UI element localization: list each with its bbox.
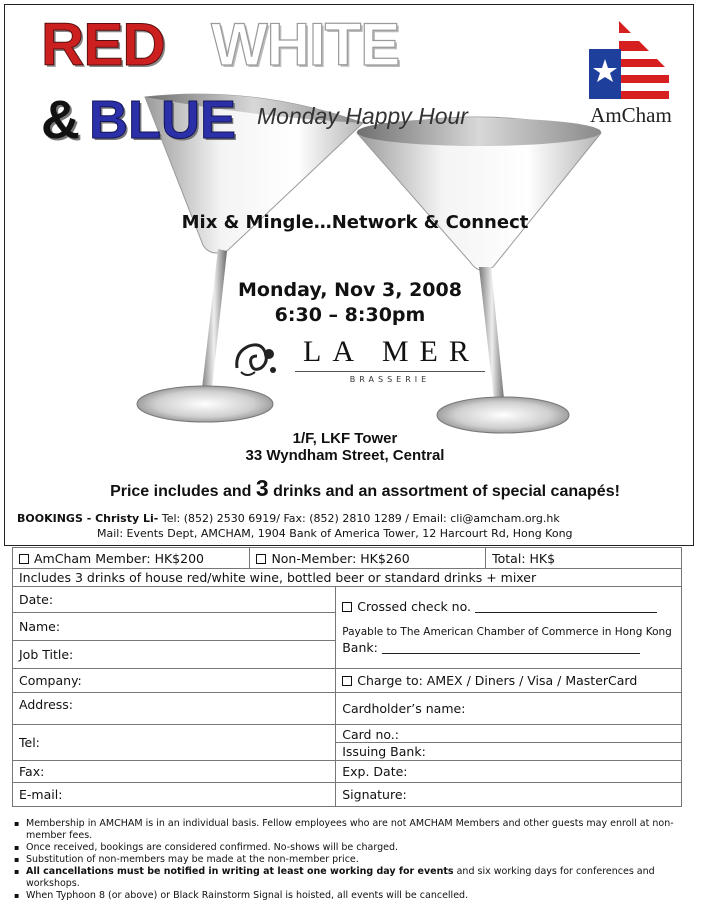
event-flyer [4,4,694,546]
fax-field[interactable] [13,761,336,783]
venue-subtitle: BRASSERIE [349,375,431,384]
venue-address-line1: 1/F, LKF Tower [292,430,398,447]
bookings-line [17,512,560,525]
exp-date-field[interactable] [336,761,682,783]
price-statement [5,475,725,502]
title-word-white: WHITE [211,11,400,78]
note-item: ▪ Substitution of non-members may be made at the non-member price. [12,854,692,866]
name-field[interactable] [13,613,336,641]
includes-note: Includes 3 drinks of house red/white wine, bottled beer or standard drinks + mixer [13,569,682,587]
event-subtitle: Monday Happy Hour [257,103,468,129]
price-text-pre: Price includes and [110,483,256,500]
cardholder-field[interactable] [336,693,682,725]
title-word-red: RED [41,11,165,78]
cardholder-label: Cardholder’s name: [342,701,466,716]
note-item: ▪ Once received, bookings are considered confirmed. No-shows will be charged. [12,842,692,854]
member-option[interactable] [13,548,250,569]
charge-label: Charge to: AMEX / Diners / Visa / MasterCard [357,673,638,688]
la-mer-mermaid-icon [231,338,279,382]
payable-note: Payable to The American Chamber of Commerce in Hong Kong [342,626,672,638]
cancellation-note-rest: and six working days for conferences and workshops. [26,866,655,889]
total-field[interactable] [486,548,682,569]
date-field[interactable] [13,587,336,613]
issuing-bank-label: Issuing Bank: [342,743,426,759]
company-field[interactable] [13,669,336,693]
venue-divider [295,371,485,372]
non-member-option-label: Non-Member: HK$260 [271,550,410,566]
card-number-label: Card no.: [342,726,399,742]
member-option-label: AmCham Member: HK$200 [34,550,204,566]
registration-form [12,547,682,807]
card-details [336,725,682,761]
bank-label: Bank: [342,640,378,655]
charge-option[interactable] [336,669,682,693]
job-title-field[interactable] [13,641,336,669]
exp-date-label: Exp. Date: [342,764,408,779]
bookings-label: BOOKINGS - Christy Li- [17,512,159,525]
note-item: ▪ Membership in AMCHAM is in an individual basis. Fellow employees who are not AMCHAM Members and other guests may enroll at non-member fees. [12,818,692,842]
event-time: 6:30 – 8:30pm [274,304,426,326]
bookings-contact: Tel: (852) 2530 6919/ Fax: (852) 2810 1289 / Email: cli@amcham.org.hk [158,512,560,525]
cheque-number-input[interactable] [475,601,657,613]
charge-checkbox[interactable] [342,676,352,686]
email-field[interactable] [13,783,336,807]
total-label: Total: HK$ [492,550,556,566]
note-item [12,866,692,890]
title-word-blue: BLUE [89,90,236,150]
amcham-logo-text: AmCham [590,103,672,127]
fax-label: Fax: [19,764,45,779]
address-field[interactable] [13,693,336,725]
terms-notes [12,818,692,902]
company-label: Company: [19,673,82,688]
non-member-option[interactable] [250,548,486,569]
cheque-label: Crossed check no. [357,599,471,614]
note-item: ▪ When Typhoon 8 (or above) or Black Rainstorm Signal is hoisted, all events will be cancelled. [12,890,692,902]
bank-input[interactable] [382,642,640,654]
job-title-label: Job Title: [19,647,74,662]
bookings-mail: Mail: Events Dept, AMCHAM, 1904 Bank of America Tower, 12 Harcourt Rd, Hong Kong [97,527,573,540]
issuing-bank-field[interactable] [336,743,681,760]
price-drink-count: 3 [255,475,269,501]
event-tagline: Mix & Mingle…Network & Connect [181,212,529,233]
cancellation-note-bold: All cancellations must be notified in writing at least one working day for events [26,866,454,877]
signature-field[interactable] [336,783,682,807]
venue-address-line2: 33 Wyndham Street, Central [245,447,445,464]
cheque-checkbox[interactable] [342,602,352,612]
email-label: E-mail: [19,787,63,802]
card-number-field[interactable] [336,726,681,743]
venue-name: LA MER [303,335,480,368]
tel-label: Tel: [19,735,40,750]
tel-field[interactable] [13,725,336,761]
cheque-payment-section [336,587,682,669]
name-label: Name: [19,619,61,634]
event-date: Monday, Nov 3, 2008 [238,279,462,301]
member-checkbox[interactable] [19,554,29,564]
signature-label: Signature: [342,787,407,802]
address-label: Address: [19,697,73,712]
title-ampersand: & [41,90,80,150]
non-member-checkbox[interactable] [256,554,266,564]
price-text-post: drinks and an assortment of special canapés! [268,483,620,500]
date-label: Date: [19,592,54,607]
